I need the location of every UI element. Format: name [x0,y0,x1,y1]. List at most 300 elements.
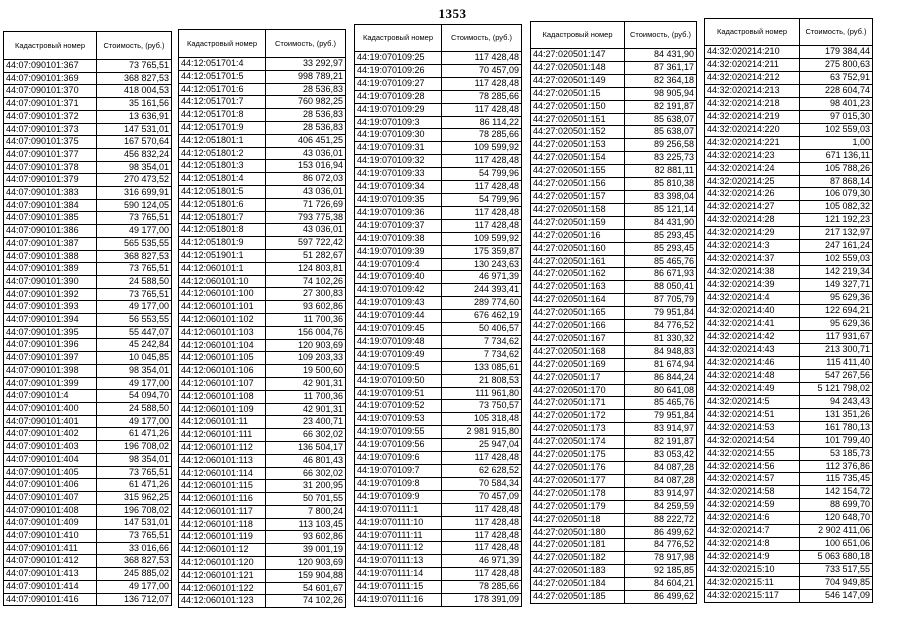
cadastral-number-cell: 44:19:070109:48 [355,335,442,348]
cost-cell: 5 121 798,02 [800,382,873,395]
table-row [355,555,522,568]
table-row [531,345,697,358]
table-row [355,452,522,465]
table-row [355,503,522,516]
cost-cell: 98 354,01 [97,453,172,466]
cadastral-number-cell: 44:12:051701:4 [179,58,266,71]
cadastre-table-2 [178,29,346,608]
table-row [531,190,697,203]
cadastral-number-cell: 44:32:020214:59 [705,499,800,512]
table-row [705,292,873,305]
table-row [531,281,697,294]
table-row [355,439,522,452]
table-row [705,253,873,266]
table-row [179,96,346,109]
cadastral-number-cell: 44:12:060101:108 [179,390,266,403]
cadastral-number-cell: 44:32:020214:29 [705,227,800,240]
cadastral-number-cell: 44:19:070109:44 [355,310,442,323]
table-row [355,581,522,594]
cost-cell: 105 788,26 [800,162,873,175]
cadastral-number-cell: 44:12:060101:11 [179,416,266,429]
table-row [4,288,172,301]
table-row [705,188,873,201]
cadastral-number-cell: 44:32:020214:26 [705,188,800,201]
cost-cell: 79 951,84 [625,307,697,320]
cadastral-number-cell: 44:27:020501:176 [531,462,625,475]
cadastral-number-cell: 44:32:020214:220 [705,123,800,136]
cadastral-number-cell: 44:19:070109:28 [355,90,442,103]
cadastral-number-cell: 44:27:020501:156 [531,178,625,191]
header-cost: Стоимость, (руб.) [625,22,697,49]
cost-cell: 117 428,48 [442,103,522,116]
table-row [531,126,697,139]
cadastral-number-cell: 44:27:020501:15 [531,87,625,100]
table-row [355,168,522,181]
cost-cell: 117 428,48 [442,77,522,90]
cadastral-number-cell: 44:27:020501:148 [531,61,625,74]
table-row [355,206,522,219]
cost-cell: 21 808,53 [442,374,522,387]
cadastral-number-cell: 44:07:090101:371 [4,98,97,111]
table-row [179,275,346,288]
cadastral-number-cell: 44:12:060101:117 [179,505,266,518]
table-row [179,595,346,608]
table-row [355,64,522,77]
cadastral-number-cell: 44:07:090101:383 [4,187,97,200]
cost-cell: 105 318,48 [442,413,522,426]
cadastral-number-cell: 44:19:070111:16 [355,594,442,607]
cadastral-number-cell: 44:19:070109:34 [355,181,442,194]
cost-cell: 35 161,56 [97,98,172,111]
cost-cell: 24 588,50 [97,275,172,288]
cost-cell: 42 901,31 [266,403,346,416]
table-row [4,326,172,339]
cost-cell: 79 951,84 [625,410,697,423]
cadastral-number-cell: 44:07:090101:402 [4,428,97,441]
cost-cell: 84 259,59 [625,500,697,513]
cost-cell: 671 136,11 [800,149,873,162]
cadastral-number-cell: 44:32:020214:56 [705,460,800,473]
cadastral-number-cell: 44:32:020214:41 [705,318,800,331]
cost-cell: 121 192,23 [800,214,873,227]
cadastral-number-cell: 44:19:070109:32 [355,155,442,168]
cost-cell: 109 599,92 [442,232,522,245]
cost-cell: 149 327,71 [800,279,873,292]
cost-cell: 43 036,01 [266,147,346,160]
cadastral-number-cell: 44:07:090101:395 [4,326,97,339]
table-row [531,474,697,487]
cadastral-number-cell: 44:07:090101:370 [4,85,97,98]
cadastral-number-cell: 44:19:070109:52 [355,400,442,413]
table-row [531,500,697,513]
cost-cell: 66 302,02 [266,467,346,480]
cost-cell: 120 648,70 [800,512,873,525]
table-row [4,352,172,365]
cadastral-number-cell: 44:32:020214:38 [705,266,800,279]
table-row [705,305,873,318]
cost-cell: 87 705,79 [625,294,697,307]
cadastral-number-cell: 44:07:090101:410 [4,530,97,543]
cadastral-number-cell: 44:19:070109:39 [355,245,442,258]
cadastral-number-cell: 44:27:020501:179 [531,500,625,513]
cost-cell: 95 629,36 [800,292,873,305]
cost-cell: 676 462,19 [442,310,522,323]
cadastral-number-cell: 44:19:070111:12 [355,542,442,555]
table-row [531,410,697,423]
cost-cell: 156 004,76 [266,326,346,339]
cost-cell: 87 361,17 [625,61,697,74]
table-row [531,268,697,281]
table-row [179,134,346,147]
table-row [4,364,172,377]
cadastral-number-cell: 44:12:051801:6 [179,198,266,211]
table-row [179,58,346,71]
cadastral-number-cell: 44:12:060101:12 [179,544,266,557]
cadastral-number-cell: 44:07:090101:408 [4,504,97,517]
cost-cell: 88 222,72 [625,513,697,526]
cost-cell: 2 981 915,80 [442,426,522,439]
table-row [355,374,522,387]
cadastral-number-cell: 44:27:020501:154 [531,152,625,165]
table-row [4,148,172,161]
header-cadastral-number: Кадастровый номер [705,19,800,46]
cadastral-number-cell: 44:19:070109:55 [355,426,442,439]
cost-cell: 85 121,14 [625,203,697,216]
cadastral-number-cell: 44:27:020501:18 [531,513,625,526]
table-row [4,85,172,98]
cost-cell: 45 242,84 [97,339,172,352]
cadastral-number-cell: 44:19:070109:4 [355,258,442,271]
table-row [179,352,346,365]
table-row [531,74,697,87]
cadastral-number-cell: 44:07:090101:396 [4,339,97,352]
cost-cell: 112 376,86 [800,460,873,473]
table-row [705,525,873,538]
cost-cell: 142 154,72 [800,486,873,499]
cost-cell: 733 517,55 [800,564,873,577]
table-row [355,594,522,607]
cadastral-number-cell: 44:12:051701:5 [179,70,266,83]
cost-cell: 49 177,00 [97,377,172,390]
cost-cell: 998 789,21 [266,70,346,83]
table-row [179,531,346,544]
table-row [705,71,873,84]
cadastral-number-cell: 44:12:051801:2 [179,147,266,160]
table-row [179,403,346,416]
cadastral-number-cell: 44:32:020214:58 [705,486,800,499]
table-row [355,568,522,581]
table-row [179,301,346,314]
table-row [705,318,873,331]
cost-cell: 33 292,97 [266,58,346,71]
table-row [705,149,873,162]
cadastral-number-cell: 44:32:020215:11 [705,577,800,590]
cost-cell: 42 901,31 [266,377,346,390]
table-row [179,339,346,352]
table-row [179,416,346,429]
table-row [4,402,172,415]
cost-cell: 159 904,88 [266,569,346,582]
table-row [4,98,172,111]
cost-cell: 98 905,94 [625,87,697,100]
cadastral-number-cell: 44:07:090101:369 [4,72,97,85]
cost-cell: 84 604,21 [625,578,697,591]
cadastral-number-cell: 44:27:020501:184 [531,578,625,591]
table-row [705,473,873,486]
table-row [531,139,697,152]
cost-cell: 83 914,97 [625,487,697,500]
cost-cell: 84 431,90 [625,49,697,62]
cadastral-number-cell: 44:27:020501:149 [531,74,625,87]
table-row [355,297,522,310]
cadastral-number-cell: 44:27:020501:172 [531,410,625,423]
cost-cell: 49 177,00 [97,225,172,238]
cadastral-number-cell: 44:19:070109:36 [355,206,442,219]
cost-cell: 418 004,53 [97,85,172,98]
table-row [179,198,346,211]
cadastral-number-cell: 44:32:020214:211 [705,58,800,71]
cost-cell: 83 914,97 [625,423,697,436]
cadastral-number-cell: 44:07:090101:385 [4,212,97,225]
table-row [705,551,873,564]
cadastral-number-cell: 44:32:020214:53 [705,421,800,434]
table-row [355,361,522,374]
cadastral-number-cell: 44:07:090101:375 [4,136,97,149]
table-row [355,90,522,103]
cadastral-number-cell: 44:32:020214:8 [705,538,800,551]
cost-cell: 46 971,39 [442,555,522,568]
table-row [179,211,346,224]
cadastral-number-cell: 44:07:090101:393 [4,301,97,314]
table-row [705,123,873,136]
table-row [705,434,873,447]
cost-cell: 122 694,21 [800,305,873,318]
cost-cell: 130 243,63 [442,258,522,271]
table-row [355,193,522,206]
cadastral-number-cell: 44:19:070111:14 [355,568,442,581]
cadastral-number-cell: 44:27:020501:170 [531,384,625,397]
table-row [4,530,172,543]
table-row [705,356,873,369]
cost-cell: 66 302,02 [266,429,346,442]
cadastral-number-cell: 44:19:070109:30 [355,129,442,142]
cost-cell: 270 473,52 [97,174,172,187]
table-row [705,577,873,590]
cost-cell: 84 087,28 [625,474,697,487]
table-row [179,518,346,531]
cost-cell: 28 536,83 [266,121,346,134]
table-row [531,242,697,255]
table-row [705,538,873,551]
cadastral-number-cell: 44:32:020214:212 [705,71,800,84]
cost-cell: 83 225,73 [625,152,697,165]
table-row [705,499,873,512]
cadastral-number-cell: 44:07:090101:378 [4,161,97,174]
cost-cell: 70 584,34 [442,477,522,490]
cost-cell: 368 827,53 [97,250,172,263]
cadastral-number-cell: 44:32:020214:219 [705,110,800,123]
cost-cell: 85 293,45 [625,242,697,255]
table-row [705,512,873,525]
cost-cell: 100 651,06 [800,538,873,551]
cadastral-number-cell: 44:27:020501:155 [531,165,625,178]
cost-cell: 142 219,34 [800,266,873,279]
table-row [531,216,697,229]
cadastral-number-cell: 44:32:020214:39 [705,279,800,292]
cadastral-number-cell: 44:12:060101:119 [179,531,266,544]
cost-cell: 10 045,85 [97,352,172,365]
table-row [355,271,522,284]
table-row [4,428,172,441]
cost-cell: 61 471,26 [97,479,172,492]
cadastral-number-cell: 44:12:051801:4 [179,173,266,186]
table-row [531,565,697,578]
cost-cell: 315 962,25 [97,491,172,504]
table-row [4,568,172,581]
cadastral-number-cell: 44:12:060101:101 [179,301,266,314]
cost-cell: 247 161,24 [800,240,873,253]
cadastral-number-cell: 44:32:020214:57 [705,473,800,486]
cost-cell: 43 036,01 [266,185,346,198]
table-row [355,529,522,542]
cadastral-number-cell: 44:32:020214:5 [705,395,800,408]
cadastral-number-cell: 44:27:020501:181 [531,539,625,552]
cost-cell: 81 330,32 [625,332,697,345]
cost-cell: 117 428,48 [442,542,522,555]
cost-cell: 24 588,50 [97,402,172,415]
cadastral-number-cell: 44:07:090101:398 [4,364,97,377]
cadastral-number-cell: 44:07:090101:367 [4,60,97,73]
cost-cell: 117 428,48 [442,181,522,194]
cadastral-number-cell: 44:32:020214:3 [705,240,800,253]
cost-cell: 368 827,53 [97,555,172,568]
cost-cell: 117 428,48 [442,452,522,465]
cost-cell: 11 700,36 [266,390,346,403]
cadastral-number-cell: 44:12:060101:115 [179,480,266,493]
table-row [705,330,873,343]
cadastral-number-cell: 44:32:020214:25 [705,175,800,188]
cost-cell: 117 428,48 [442,503,522,516]
table-row [355,310,522,323]
cadastral-number-cell: 44:07:090101:373 [4,123,97,136]
cadastral-number-cell: 44:27:020501:163 [531,281,625,294]
table-row [355,116,522,129]
cost-cell: 78 285,66 [442,581,522,594]
table-row [179,160,346,173]
cost-cell: 85 638,07 [625,126,697,139]
cadastral-number-cell: 44:07:090101:406 [4,479,97,492]
cost-cell: 456 832,24 [97,148,172,161]
cadastral-number-cell: 44:19:070109:40 [355,271,442,284]
table-row [355,542,522,555]
table-row [531,513,697,526]
table-row [355,465,522,478]
table-row [355,400,522,413]
cost-cell: 196 708,02 [97,441,172,454]
table-row [531,552,697,565]
table-row [705,97,873,110]
cost-cell: 406 451,25 [266,134,346,147]
cadastral-number-cell: 44:12:060101:105 [179,352,266,365]
cadastral-number-cell: 44:12:051701:9 [179,121,266,134]
table-row [705,460,873,473]
table-row [4,314,172,327]
cost-cell: 85 638,07 [625,113,697,126]
cost-cell: 124 803,81 [266,262,346,275]
table-row [4,479,172,492]
cadastral-number-cell: 44:19:070111:11 [355,529,442,542]
table-row [355,103,522,116]
cost-cell: 86 499,62 [625,591,697,604]
cadastral-number-cell: 44:27:020501:157 [531,190,625,203]
table-row [705,395,873,408]
cadastral-number-cell: 44:27:020501:159 [531,216,625,229]
cost-cell: 115 735,45 [800,473,873,486]
cost-cell: 54 799,96 [442,193,522,206]
cadastral-number-cell: 44:27:020501:165 [531,307,625,320]
cadastral-number-cell: 44:32:020214:6 [705,512,800,525]
table-row [355,426,522,439]
table-row [531,487,697,500]
table-row [179,121,346,134]
cadastral-number-cell: 44:32:020214:4 [705,292,800,305]
cost-cell: 117 428,48 [442,529,522,542]
table-row [531,49,697,62]
header-cost: Стоимость, (руб.) [97,32,172,60]
cadastral-number-cell: 44:19:070109:8 [355,477,442,490]
cost-cell: 228 604,74 [800,84,873,97]
cadastral-number-cell: 44:32:020214:51 [705,408,800,421]
table-row [531,61,697,74]
cadastral-number-cell: 44:19:070109:50 [355,374,442,387]
cadastral-number-cell: 44:12:060101:114 [179,467,266,480]
cadastral-number-cell: 44:32:020215:10 [705,564,800,577]
table-row [4,491,172,504]
cost-cell: 80 641,08 [625,384,697,397]
table-row [531,87,697,100]
table-row [531,255,697,268]
cost-cell: 289 774,60 [442,297,522,310]
table-row [531,203,697,216]
cost-cell: 70 457,09 [442,64,522,77]
table-row [531,358,697,371]
table-row [705,136,873,149]
cadastral-number-cell: 44:27:020501:166 [531,320,625,333]
cost-cell: 74 102,26 [266,595,346,608]
table-row [355,258,522,271]
table-row [179,173,346,186]
table-row [179,288,346,301]
table-row [705,343,873,356]
cost-cell: 28 536,83 [266,83,346,96]
cost-cell: 74 102,26 [266,275,346,288]
cost-cell: 71 726,69 [266,198,346,211]
table-row [179,262,346,275]
cost-cell: 73 765,51 [97,263,172,276]
cadastral-number-cell: 44:07:090101:412 [4,555,97,568]
table-row [355,219,522,232]
cost-cell: 86 671,93 [625,268,697,281]
cadastral-number-cell: 44:12:051801:3 [179,160,266,173]
cadastral-number-cell: 44:12:060101:122 [179,582,266,595]
cost-cell: 84 948,83 [625,345,697,358]
table-row [531,113,697,126]
table-row [179,557,346,570]
table-row [531,526,697,539]
cost-cell: 70 457,09 [442,490,522,503]
cadastral-number-cell: 44:27:020501:182 [531,552,625,565]
table-row [705,447,873,460]
